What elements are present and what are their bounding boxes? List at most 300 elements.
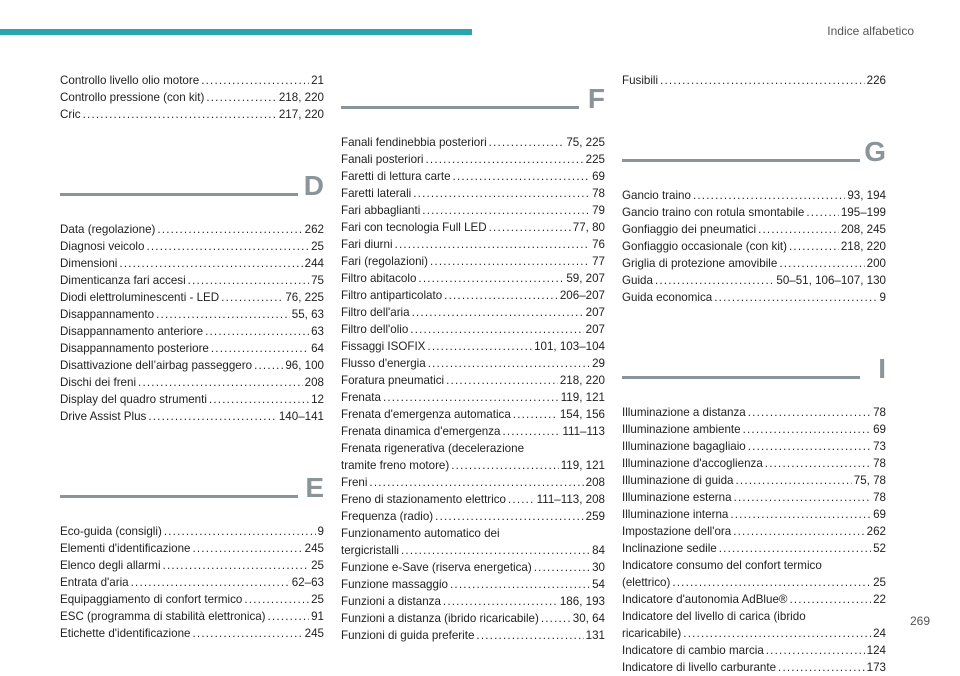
index-entry bbox=[60, 306, 324, 323]
index-entry-pages: 78 bbox=[873, 491, 886, 504]
index-entry bbox=[341, 627, 605, 644]
index-entry bbox=[60, 238, 324, 255]
index-entry-label: Filtro dell'aria bbox=[341, 306, 410, 319]
index-entry-label: Equipaggiamento di confort termico bbox=[60, 593, 243, 606]
index-entry-first-line: Frenata rigenerativa (decelerazione bbox=[341, 442, 525, 455]
index-entry-pages: 218, 220 bbox=[559, 374, 605, 387]
index-entry-label: Cric bbox=[60, 108, 81, 121]
dot-leader bbox=[138, 374, 303, 391]
index-entry bbox=[341, 202, 605, 219]
dot-leader bbox=[534, 559, 590, 576]
dot-leader bbox=[693, 187, 845, 204]
index-entry-label: Illuminazione d'accoglienza bbox=[622, 457, 763, 470]
index-entry bbox=[60, 323, 324, 340]
index-entry bbox=[60, 374, 324, 391]
index-entry-pages: 93, 194 bbox=[847, 189, 886, 202]
index-entry-pages: 173 bbox=[866, 661, 886, 674]
dot-leader bbox=[733, 523, 864, 540]
index-entry-label: Eco-guida (consigli) bbox=[60, 525, 162, 538]
index-entry-label: Guida economica bbox=[622, 291, 713, 304]
dot-leader bbox=[779, 255, 864, 272]
index-entry-pages: 91 bbox=[311, 610, 324, 623]
index-entry-pages: 78 bbox=[592, 187, 605, 200]
dot-leader bbox=[502, 423, 560, 440]
index-entry bbox=[622, 72, 886, 89]
dot-leader bbox=[412, 304, 584, 321]
dot-leader bbox=[156, 306, 290, 323]
index-entry-label: Funzioni a distanza bbox=[341, 595, 441, 608]
index-entry-label: Controllo pressione (con kit) bbox=[60, 91, 205, 104]
index-entry-pages: 30, 64 bbox=[572, 612, 605, 625]
dot-leader bbox=[541, 610, 571, 627]
section-letter: E bbox=[305, 472, 324, 503]
index-entry bbox=[341, 474, 605, 491]
dot-leader bbox=[206, 89, 277, 106]
index-entry-label: Frequenza (radio) bbox=[341, 510, 434, 523]
dot-leader bbox=[427, 338, 532, 355]
index-entry-label: Display del quadro strumenti bbox=[60, 393, 207, 406]
dot-leader bbox=[146, 238, 309, 255]
dot-leader bbox=[443, 593, 558, 610]
dot-leader bbox=[508, 491, 535, 508]
index-entry-pages: 77 bbox=[592, 255, 605, 268]
index-entry bbox=[341, 593, 605, 610]
index-entry-pages: 69 bbox=[592, 170, 605, 183]
index-entry-first-line: Indicatore consumo del confort termico bbox=[622, 559, 822, 572]
dot-leader bbox=[765, 455, 871, 472]
index-entry bbox=[341, 491, 605, 508]
letter-section-header bbox=[622, 342, 886, 394]
dot-leader bbox=[748, 404, 871, 421]
dot-leader bbox=[758, 221, 839, 238]
index-entry-label: Frenata dinamica d'emergenza bbox=[341, 425, 501, 438]
index-entry bbox=[622, 187, 886, 204]
index-entry-label: Disappannamento anteriore bbox=[60, 325, 204, 338]
section-letter: I bbox=[878, 353, 886, 384]
index-entry-pages: 217, 220 bbox=[278, 108, 324, 121]
dot-leader bbox=[476, 627, 583, 644]
index-entry-label: Indicatore di cambio marcia bbox=[622, 644, 764, 657]
index-entry bbox=[341, 389, 605, 406]
index-entry bbox=[341, 321, 605, 338]
index-entry-pages: 29 bbox=[592, 357, 605, 370]
dot-leader bbox=[422, 202, 590, 219]
index-entry bbox=[341, 338, 605, 355]
dot-leader bbox=[425, 151, 583, 168]
index-entry-label: Fari con tecnologia Full LED bbox=[341, 221, 487, 234]
index-entry-pages: 54 bbox=[592, 578, 605, 591]
index-entry bbox=[622, 455, 886, 472]
index-entry bbox=[60, 89, 324, 106]
index-entry-label: Illuminazione interna bbox=[622, 508, 729, 521]
group-spacer bbox=[60, 425, 324, 461]
index-entry-label: Elenco degli allarmi bbox=[60, 559, 161, 572]
index-entry bbox=[60, 391, 324, 408]
section-divider bbox=[60, 193, 298, 196]
index-column-3 bbox=[622, 72, 886, 676]
index-entry-pages: 25 bbox=[311, 593, 324, 606]
dot-leader bbox=[418, 270, 564, 287]
section-divider bbox=[60, 495, 298, 498]
group-spacer bbox=[60, 123, 324, 159]
index-column-1 bbox=[60, 72, 324, 642]
index-entry bbox=[341, 610, 605, 627]
dot-leader bbox=[451, 457, 558, 474]
index-entry-label: Fari (regolazioni) bbox=[341, 255, 428, 268]
dot-leader bbox=[205, 323, 309, 340]
dot-leader bbox=[513, 406, 558, 423]
dot-leader bbox=[489, 134, 565, 151]
index-entry bbox=[341, 355, 605, 372]
index-entry bbox=[622, 421, 886, 438]
index-entry bbox=[60, 106, 324, 123]
dot-leader bbox=[164, 523, 316, 540]
dot-leader bbox=[211, 340, 309, 357]
index-entry bbox=[341, 406, 605, 423]
index-entry-label: Gonfiaggio occasionale (con kit) bbox=[622, 240, 787, 253]
index-entry bbox=[341, 236, 605, 253]
index-entry-label: Diodi elettroluminescenti - LED bbox=[60, 291, 220, 304]
index-entry-pages: 101, 103–104 bbox=[534, 340, 605, 353]
index-entry-pages: 52 bbox=[873, 542, 886, 555]
index-entry-pages: 63 bbox=[311, 325, 324, 338]
index-entry-pages: 124 bbox=[866, 644, 886, 657]
index-entry bbox=[60, 255, 324, 272]
index-entry bbox=[622, 506, 886, 523]
index-entry bbox=[622, 204, 886, 221]
index-entry-pages: 245 bbox=[304, 542, 324, 555]
dot-leader bbox=[714, 289, 877, 306]
index-entry-label: Gonfiaggio dei pneumatici bbox=[622, 223, 757, 236]
index-entry-label: Disappannamento posteriore bbox=[60, 342, 209, 355]
dot-leader bbox=[683, 625, 871, 642]
index-entry-pages: 69 bbox=[873, 508, 886, 521]
index-entry-label: Filtro dell'olio bbox=[341, 323, 409, 336]
index-entry bbox=[60, 625, 324, 642]
index-entry bbox=[341, 134, 605, 151]
index-entry-pages: 21 bbox=[311, 74, 324, 87]
index-entry-label: Funzione massaggio bbox=[341, 578, 448, 591]
dot-leader bbox=[410, 321, 583, 338]
index-entry-pages: 9 bbox=[879, 291, 886, 304]
index-entry-label: Funzione e-Save (riserva energetica) bbox=[341, 561, 532, 574]
index-entry bbox=[622, 625, 886, 642]
index-entry bbox=[341, 253, 605, 270]
index-entry-pages: 262 bbox=[866, 525, 886, 538]
index-entry-pages: 76 bbox=[592, 238, 605, 251]
index-entry-first-line: Funzionamento automatico dei bbox=[341, 527, 500, 540]
index-entry bbox=[622, 272, 886, 289]
index-entry-pages: 262 bbox=[304, 223, 324, 236]
index-entry-pages: 208 bbox=[585, 476, 605, 489]
index-entry bbox=[622, 642, 886, 659]
index-entry bbox=[622, 221, 886, 238]
dot-leader bbox=[268, 608, 310, 625]
index-entry bbox=[60, 408, 324, 425]
dot-leader bbox=[192, 625, 302, 642]
index-entry-label: Inclinazione sedile bbox=[622, 542, 717, 555]
index-entry-pages: 207 bbox=[585, 306, 605, 319]
index-entry bbox=[341, 185, 605, 202]
index-entry-pages: 25 bbox=[311, 240, 324, 253]
dot-leader bbox=[489, 219, 571, 236]
group-spacer bbox=[622, 306, 886, 342]
index-entry-pages: 69 bbox=[873, 423, 886, 436]
index-entry bbox=[622, 238, 886, 255]
dot-leader bbox=[778, 659, 865, 676]
dot-leader bbox=[660, 72, 865, 89]
index-entry bbox=[341, 151, 605, 168]
index-entry-pages: 186, 193 bbox=[559, 595, 605, 608]
dot-leader bbox=[748, 438, 871, 455]
index-column-2 bbox=[341, 72, 605, 644]
index-entry bbox=[622, 489, 886, 506]
index-entry-label: Disappannamento bbox=[60, 308, 155, 321]
dot-leader bbox=[254, 357, 283, 374]
index-entry bbox=[341, 168, 605, 185]
dot-leader bbox=[221, 289, 283, 306]
index-entry-label: ricaricabile) bbox=[622, 627, 682, 640]
index-entry-pages: 226 bbox=[866, 74, 886, 87]
dot-leader bbox=[736, 472, 852, 489]
index-entry-pages: 84 bbox=[592, 544, 605, 557]
index-entry bbox=[341, 559, 605, 576]
index-entry bbox=[341, 423, 605, 440]
index-entry-label: ESC (programma di stabilità elettronica) bbox=[60, 610, 266, 623]
index-entry-pages: 195–199 bbox=[840, 206, 886, 219]
index-entry bbox=[60, 608, 324, 625]
index-entry-label: Impostazione dell'ora bbox=[622, 525, 732, 538]
index-entry-pages: 25 bbox=[311, 559, 324, 572]
dot-leader bbox=[789, 238, 839, 255]
dot-leader bbox=[789, 591, 871, 608]
index-entry bbox=[622, 591, 886, 608]
dot-leader bbox=[435, 508, 584, 525]
index-entry-label: Gancio traino bbox=[622, 189, 691, 202]
index-entry bbox=[622, 659, 886, 676]
index-entry-pages: 218, 220 bbox=[278, 91, 324, 104]
dot-leader bbox=[148, 408, 277, 425]
index-entry bbox=[622, 289, 886, 306]
dot-leader bbox=[83, 106, 277, 123]
index-entry-label: Fari abbaglianti bbox=[341, 204, 421, 217]
index-entry-label: Fari diurni bbox=[341, 238, 393, 251]
index-entry-label: Guida bbox=[622, 274, 653, 287]
dot-leader bbox=[430, 253, 590, 270]
dot-leader bbox=[244, 591, 309, 608]
index-entry-pages: 154, 156 bbox=[559, 408, 605, 421]
index-entry-pages: 78 bbox=[873, 406, 886, 419]
index-entry-pages: 140–141 bbox=[278, 410, 324, 423]
index-entry-pages: 225 bbox=[585, 153, 605, 166]
index-entry-label: Filtro abitacolo bbox=[341, 272, 417, 285]
index-entry-label: Dimenticanza fari accesi bbox=[60, 274, 186, 287]
index-entry-label: Illuminazione esterna bbox=[622, 491, 732, 504]
index-entry-pages: 131 bbox=[585, 629, 605, 642]
dot-leader bbox=[383, 389, 559, 406]
index-entry-pages: 62–63 bbox=[291, 576, 324, 589]
index-entry bbox=[60, 357, 324, 374]
index-entry bbox=[341, 304, 605, 321]
index-entry-label: Disattivazione dell’airbag passeggero bbox=[60, 359, 253, 372]
index-entry bbox=[60, 557, 324, 574]
index-entry-first-line: Indicatore del livello di carica (ibrido bbox=[622, 610, 806, 623]
index-entry bbox=[60, 574, 324, 591]
page-number: 269 bbox=[909, 614, 930, 628]
index-entry-pages: 208, 245 bbox=[840, 223, 886, 236]
index-entry-pages: 218, 220 bbox=[840, 240, 886, 253]
dot-leader bbox=[163, 557, 310, 574]
index-entry-label: Illuminazione a distanza bbox=[622, 406, 746, 419]
index-entry-label: Controllo livello olio motore bbox=[60, 74, 200, 87]
section-divider bbox=[341, 106, 579, 109]
dot-leader bbox=[734, 489, 872, 506]
index-entry-pages: 79 bbox=[592, 204, 605, 217]
index-entry bbox=[622, 574, 886, 591]
index-entry bbox=[60, 272, 324, 289]
index-entry bbox=[60, 523, 324, 540]
dot-leader bbox=[395, 236, 591, 253]
index-entry-pages: 75, 78 bbox=[853, 474, 886, 487]
index-entry bbox=[341, 508, 605, 525]
index-entry-label: Freno di stazionamento elettrico bbox=[341, 493, 506, 506]
index-entry-pages: 111–113 bbox=[562, 425, 605, 438]
dot-leader bbox=[192, 540, 302, 557]
dot-leader bbox=[188, 272, 309, 289]
index-entry-pages: 206–207 bbox=[559, 289, 605, 302]
index-entry bbox=[60, 340, 324, 357]
dot-leader bbox=[444, 287, 558, 304]
dot-leader bbox=[672, 574, 871, 591]
index-entry-label: tergicristalli bbox=[341, 544, 399, 557]
dot-leader bbox=[730, 506, 871, 523]
dot-leader bbox=[413, 185, 590, 202]
index-entry-pages: 208 bbox=[304, 376, 324, 389]
index-entry-label: tramite freno motore) bbox=[341, 459, 450, 472]
index-entry-label: Filtro antiparticolato bbox=[341, 289, 443, 302]
index-entry-pages: 96, 100 bbox=[285, 359, 324, 372]
index-entry bbox=[622, 255, 886, 272]
section-letter: G bbox=[864, 136, 886, 167]
index-entry bbox=[341, 457, 605, 474]
dot-leader bbox=[131, 574, 290, 591]
index-entry-pages: 77, 80 bbox=[572, 221, 605, 234]
letter-section-header bbox=[60, 461, 324, 513]
index-entry-pages: 50–51, 106–107, 130 bbox=[776, 274, 886, 287]
index-entry-label: Flusso d'energia bbox=[341, 357, 426, 370]
index-entry-label: Fanali posteriori bbox=[341, 153, 424, 166]
index-entry bbox=[622, 540, 886, 557]
dot-leader bbox=[743, 421, 872, 438]
dot-leader bbox=[766, 642, 865, 659]
index-entry-label: Dimensioni bbox=[60, 257, 118, 270]
index-entry-pages: 75, 225 bbox=[566, 136, 605, 149]
index-entry bbox=[60, 221, 324, 238]
index-entry-label: Entrata d'aria bbox=[60, 576, 129, 589]
dot-leader bbox=[401, 542, 590, 559]
index-entry-pages: 245 bbox=[304, 627, 324, 640]
index-entry-label: Frenata bbox=[341, 391, 381, 404]
index-entry bbox=[341, 219, 605, 236]
index-entry-label: Funzioni a distanza (ibrido ricaricabile) bbox=[341, 612, 539, 625]
index-entry bbox=[341, 576, 605, 593]
index-entry-label: Illuminazione ambiente bbox=[622, 423, 741, 436]
index-entry bbox=[60, 72, 324, 89]
index-entry-pages: 30 bbox=[592, 561, 605, 574]
index-entry-pages: 119, 121 bbox=[560, 459, 605, 472]
index-entry-label: Faretti laterali bbox=[341, 187, 412, 200]
index-entry-label: Foratura pneumatici bbox=[341, 374, 445, 387]
index-entry bbox=[341, 287, 605, 304]
header-accent-bar bbox=[0, 29, 472, 35]
index-entry-pages: 12 bbox=[311, 393, 324, 406]
dot-leader bbox=[446, 372, 558, 389]
index-entry-pages: 244 bbox=[304, 257, 324, 270]
index-entry-label: Dischi dei freni bbox=[60, 376, 137, 389]
index-entry-pages: 76, 225 bbox=[285, 291, 324, 304]
section-divider bbox=[622, 376, 860, 379]
dot-leader bbox=[119, 255, 302, 272]
index-entry-label: Drive Assist Plus bbox=[60, 410, 147, 423]
group-spacer bbox=[622, 89, 886, 125]
index-entry-label: Faretti di lettura carte bbox=[341, 170, 451, 183]
index-entry-label: Elementi d'identificazione bbox=[60, 542, 191, 555]
index-entry-pages: 111–113, 208 bbox=[536, 493, 605, 506]
index-entry-pages: 207 bbox=[585, 323, 605, 336]
index-entry-label: Indicatore d'autonomia AdBlue® bbox=[622, 593, 788, 606]
index-entry-label: Illuminazione di guida bbox=[622, 474, 734, 487]
dot-leader bbox=[450, 576, 590, 593]
index-entry bbox=[60, 289, 324, 306]
index-entry-label: Fanali fendinebbia posteriori bbox=[341, 136, 487, 149]
dot-leader bbox=[209, 391, 309, 408]
index-entry bbox=[622, 472, 886, 489]
index-entry bbox=[622, 523, 886, 540]
index-entry-pages: 22 bbox=[873, 593, 886, 606]
index-entry-pages: 64 bbox=[311, 342, 324, 355]
index-entry-label: Illuminazione bagagliaio bbox=[622, 440, 746, 453]
index-entry-label: Diagnosi veicolo bbox=[60, 240, 145, 253]
dot-leader bbox=[369, 474, 583, 491]
dot-leader bbox=[157, 221, 302, 238]
index-entry-label: Etichette d'identificazione bbox=[60, 627, 191, 640]
index-entry bbox=[622, 404, 886, 421]
index-entry bbox=[341, 270, 605, 287]
index-entry-pages: 55, 63 bbox=[291, 308, 324, 321]
index-entry-pages: 59, 207 bbox=[566, 272, 605, 285]
section-divider bbox=[622, 159, 860, 162]
index-entry-pages: 78 bbox=[873, 457, 886, 470]
index-entry-pages: 119, 121 bbox=[560, 391, 605, 404]
index-entry-label: Data (regolazione) bbox=[60, 223, 156, 236]
dot-leader bbox=[719, 540, 871, 557]
dot-leader bbox=[655, 272, 774, 289]
index-entry-label: Funzioni di guida preferite bbox=[341, 629, 475, 642]
index-entry bbox=[622, 438, 886, 455]
index-entry-label: Indicatore di livello carburante bbox=[622, 661, 777, 674]
dot-leader bbox=[428, 355, 590, 372]
index-entry bbox=[60, 540, 324, 557]
index-entry-label: Griglia di protezione amovibile bbox=[622, 257, 778, 270]
index-entry-label: (elettrico) bbox=[622, 576, 671, 589]
index-entry-label: Fusibili bbox=[622, 74, 659, 87]
section-letter: D bbox=[303, 170, 324, 201]
letter-section-header bbox=[60, 159, 324, 211]
index-entry-pages: 75 bbox=[311, 274, 324, 287]
index-entry-label: Freni bbox=[341, 476, 368, 489]
section-title: Indice alfabetico bbox=[827, 24, 914, 38]
index-entry bbox=[60, 591, 324, 608]
